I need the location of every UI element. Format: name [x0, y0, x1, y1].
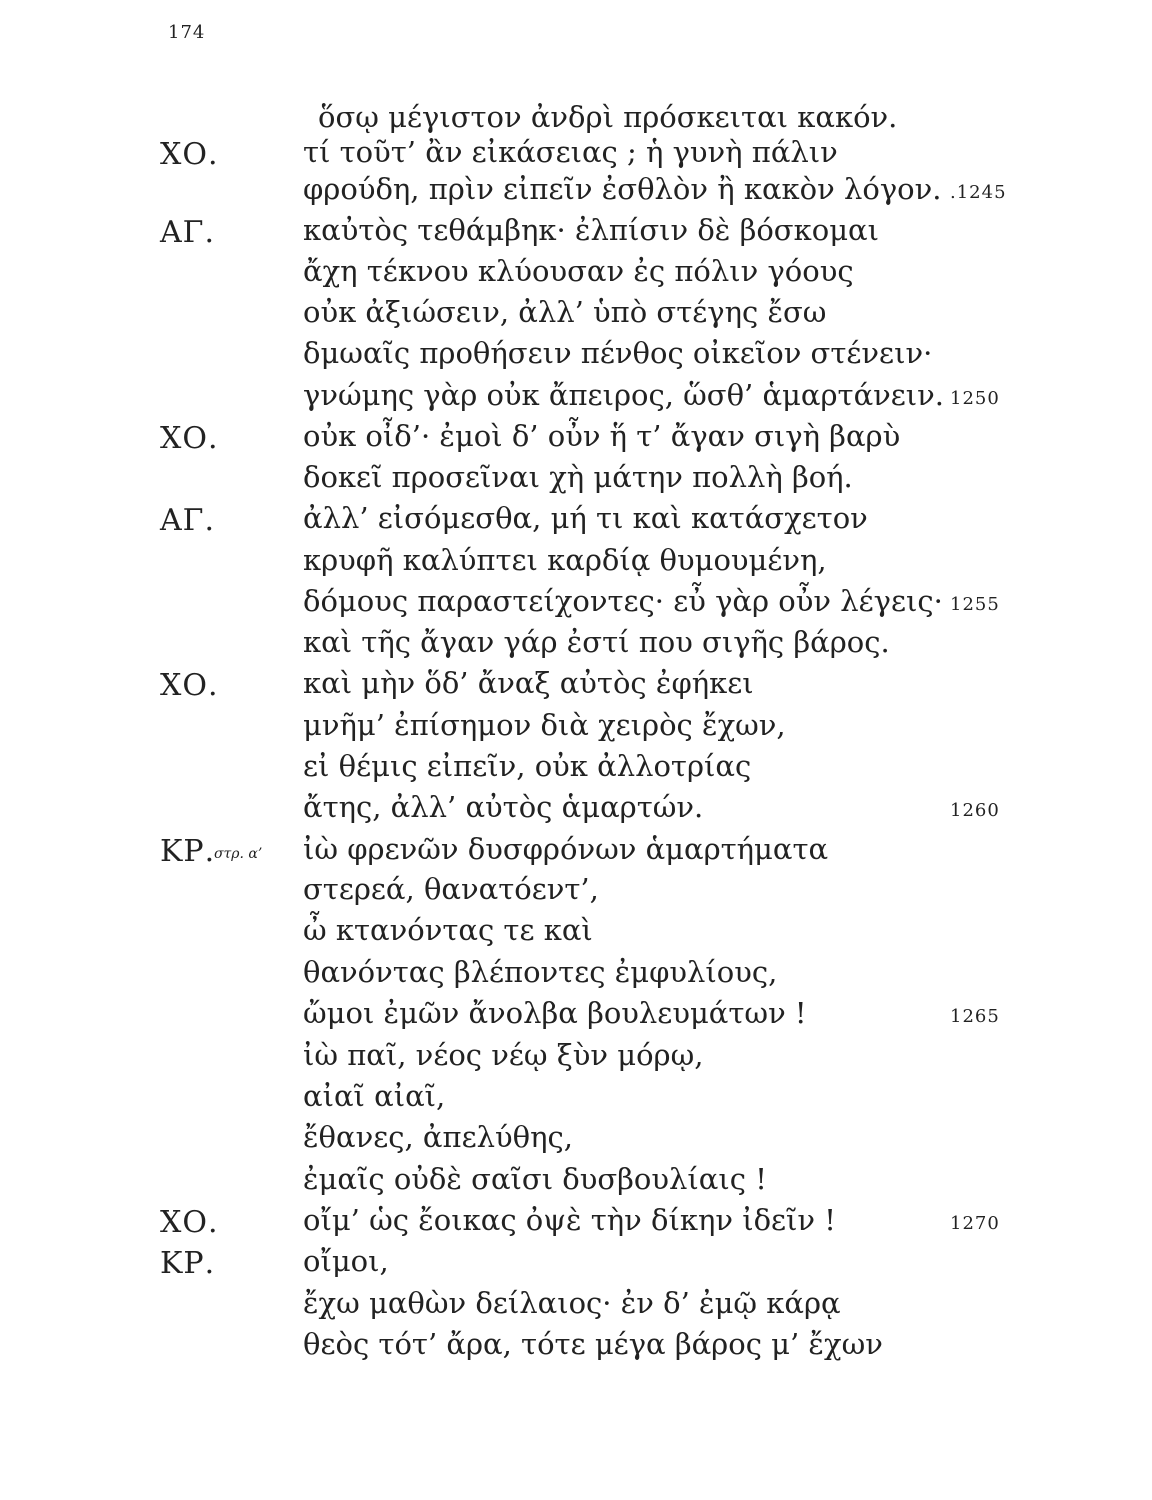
- verse-text: οἴμοι,: [303, 1244, 389, 1278]
- speaker-label: ΧΟ.: [160, 137, 219, 172]
- verse-line: [0, 872, 1152, 912]
- verse-line: [0, 1327, 1152, 1367]
- verse-line: [0, 460, 1152, 500]
- verse-text: θεὸς τότ’ ἄρα, τότε μέγα βάρος μ’ ἔχων: [303, 1327, 883, 1361]
- verse-text: δοκεῖ προσεῖναι χὴ μάτην πολλὴ βοή.: [303, 460, 853, 494]
- line-number: 1265: [950, 1006, 1000, 1027]
- verse-line: [0, 996, 1152, 1036]
- page-number: 174: [168, 22, 206, 43]
- verse-text: οὐκ ἀξιώσειν, ἀλλ’ ὑπὸ στέγης ἔσω: [303, 295, 827, 329]
- verse-line: [0, 172, 1152, 212]
- verse-text: ὤμοι ἐμῶν ἄνολβα βουλευμάτων !: [303, 996, 807, 1030]
- verse-text: ἀλλ’ εἰσόμεσθα, μή τι καὶ κατάσχετον: [303, 501, 868, 535]
- strophe-marker: στρ. α’: [214, 846, 263, 862]
- verse-text: ἰὼ παῖ, νέος νέῳ ξὺν μόρῳ,: [303, 1038, 704, 1072]
- line-number: 1260: [950, 800, 1000, 821]
- verse-text: ἄχη τέκνου κλύουσαν ἐς πόλιν γόους: [303, 254, 854, 288]
- verse-line: [0, 419, 1152, 459]
- verse-line: [0, 135, 1152, 175]
- verse-line: [0, 336, 1152, 376]
- verse-line: [0, 666, 1152, 706]
- verse-line: [0, 584, 1152, 624]
- verse-text: ἔθανες, ἀπελύθης,: [303, 1120, 573, 1154]
- verse-text: καὶ μὴν ὅδ’ ἄναξ αὐτὸς ἐφήκει: [303, 666, 754, 700]
- verse-text: κρυφῆ καλύπτει καρδίᾳ θυμουμένη,: [303, 543, 827, 577]
- verse-line: [0, 1203, 1152, 1243]
- verse-line: [0, 1038, 1152, 1078]
- verse-line: [0, 790, 1152, 830]
- verse-text: θανόντας βλέποντες ἐμφυλίους,: [303, 955, 778, 989]
- verse-text: καὶ τῆς ἄγαν γάρ ἐστί που σιγῆς βάρος.: [303, 625, 890, 659]
- speaker-label: ΚΡ.: [160, 834, 216, 869]
- verse-line: [0, 913, 1152, 953]
- verse-text: ἐμαῖς οὐδὲ σαῖσι δυσβουλίαις !: [303, 1162, 767, 1196]
- speaker-label: ΑΓ.: [160, 503, 216, 538]
- verse-line: [0, 1120, 1152, 1160]
- verse-text: καὐτὸς τεθάμβηκ· ἐλπίσιν δὲ βόσκομαι: [303, 213, 879, 247]
- verse-text: ἄτης, ἀλλ’ αὐτὸς ἁμαρτών.: [303, 790, 704, 824]
- verse-text: ἔχω μαθὼν δείλαιος· ἐν δ’ ἐμῷ κάρᾳ: [303, 1286, 841, 1320]
- verse-line: [0, 1244, 1152, 1284]
- line-number: 1270: [950, 1213, 1000, 1234]
- speaker-label: ΧΟ.: [160, 668, 219, 703]
- verse-line: [0, 625, 1152, 665]
- line-number: .1245: [950, 182, 1007, 203]
- verse-line: [0, 749, 1152, 789]
- verse-line: [0, 254, 1152, 294]
- speaker-label: ΧΟ.: [160, 1205, 219, 1240]
- verse-line: [0, 1079, 1152, 1119]
- verse-text: δμωαῖς προθήσειν πένθος οἰκεῖον στένειν·: [303, 336, 933, 370]
- verse-line: [0, 501, 1152, 541]
- verse-text: ὦ κτανόντας τε καὶ: [303, 913, 593, 947]
- verse-line: [0, 832, 1152, 872]
- verse-text: φρούδη, πρὶν εἰπεῖν ἐσθλὸν ἢ κακὸν λόγον.: [303, 172, 942, 206]
- line-number: 1250: [950, 388, 1000, 409]
- verse-line: [0, 708, 1152, 748]
- verse-text: οἴμ’ ὡς ἔοικας ὀψὲ τὴν δίκην ἰδεῖν !: [303, 1203, 836, 1237]
- verse-text: τί τοῦτ’ ἂν εἰκάσειας ; ἡ γυνὴ πάλιν: [303, 135, 838, 169]
- verse-text: δόμους παραστείχοντες· εὖ γὰρ οὖν λέγεις·: [303, 584, 943, 618]
- verse-line: [0, 378, 1152, 418]
- speaker-label: ΚΡ.: [160, 1246, 216, 1281]
- verse-line: [0, 1162, 1152, 1202]
- verse-text: αἰαῖ αἰαῖ,: [303, 1079, 446, 1113]
- verse-line: [0, 543, 1152, 583]
- verse-line: [0, 295, 1152, 335]
- speaker-label: ΧΟ.: [160, 421, 219, 456]
- verse-text: μνῆμ’ ἐπίσημον διὰ χειρὸς ἔχων,: [303, 708, 786, 742]
- verse-text: ἰὼ φρενῶν δυσφρόνων ἁμαρτήματα: [303, 832, 829, 866]
- speaker-label: ΑΓ.: [160, 215, 216, 250]
- verse-text: στερεά, θανατόεντ’,: [303, 872, 599, 906]
- verse-line: [0, 955, 1152, 995]
- verse-text: οὐκ οἶδ’· ἐμοὶ δ’ οὖν ἥ τ’ ἄγαν σιγὴ βαρὺ: [303, 419, 901, 453]
- verse-text: εἰ θέμις εἰπεῖν, οὐκ ἀλλοτρίας: [303, 749, 752, 783]
- verse-line: [0, 100, 1152, 140]
- verse-text: ὅσῳ μέγιστον ἀνδρὶ πρόσκειται κακόν.: [318, 100, 898, 134]
- line-number: 1255: [950, 594, 1000, 615]
- verse-text: γνώμης γὰρ οὐκ ἄπειρος, ὥσθ’ ἁμαρτάνειν.: [303, 378, 945, 412]
- verse-line: [0, 1286, 1152, 1326]
- verse-line: [0, 213, 1152, 253]
